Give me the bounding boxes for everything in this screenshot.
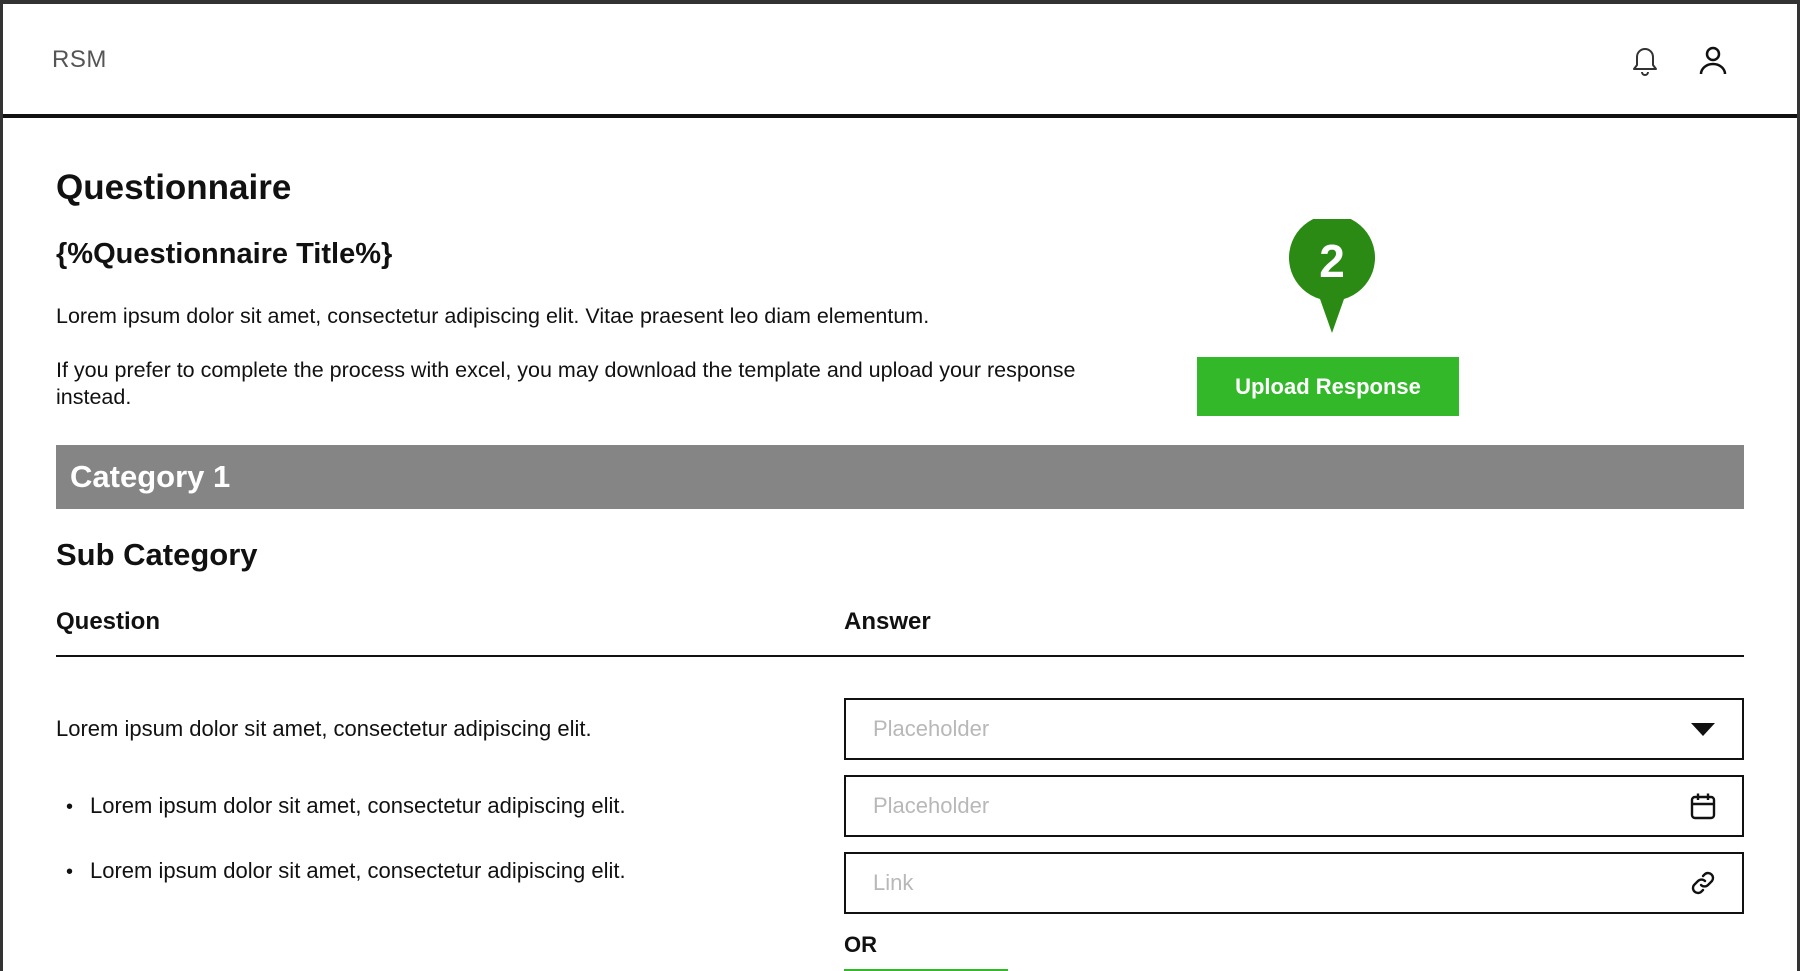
chevron-down-icon[interactable] (1688, 714, 1718, 744)
page-title: Questionnaire (56, 168, 292, 207)
questionnaire-title: {%Questionnaire Title%} (56, 238, 393, 270)
user-icon[interactable] (1693, 40, 1733, 80)
brand-logo[interactable]: RSM (52, 46, 107, 73)
or-label: OR (844, 932, 877, 957)
category-label: Category 1 (70, 459, 231, 494)
bell-icon[interactable] (1625, 40, 1665, 80)
sub-category-title: Sub Category (56, 537, 258, 572)
description-text: Lorem ipsum dolor sit amet, consectetur adipiscing elit. Vitae praesent leo diam elementum. (56, 304, 930, 328)
bullet: • (66, 861, 74, 883)
question-label: Lorem ipsum dolor sit amet, consectetur adipiscing elit. (90, 793, 626, 818)
link-input[interactable] (871, 869, 1688, 897)
question-text (66, 858, 626, 884)
question-text (66, 793, 626, 819)
link-icon[interactable] (1688, 868, 1718, 898)
upload-response-button[interactable]: Upload Response (1197, 357, 1459, 416)
column-header-question: Question (56, 608, 161, 635)
date-input[interactable] (871, 792, 1688, 820)
link-field[interactable] (844, 852, 1744, 914)
calendar-icon[interactable] (1688, 791, 1718, 821)
excel-note: If you prefer to complete the process with excel, you may download the template and upload your response instead. (56, 358, 1076, 409)
answer-dropdown[interactable] (844, 698, 1744, 760)
step-marker (1289, 219, 1375, 333)
question-label: Lorem ipsum dolor sit amet, consectetur adipiscing elit. (90, 858, 626, 883)
dropdown-input[interactable] (871, 715, 1688, 743)
bullet: • (66, 796, 74, 818)
question-text (56, 716, 592, 742)
category-header (56, 445, 1744, 509)
step-number: 2 (1319, 235, 1345, 287)
column-header-answer: Answer (844, 608, 931, 635)
header-divider (56, 655, 1744, 657)
top-bar (3, 4, 1797, 118)
question-label: Lorem ipsum dolor sit amet, consectetur adipiscing elit. (56, 716, 592, 741)
date-field[interactable] (844, 775, 1744, 837)
